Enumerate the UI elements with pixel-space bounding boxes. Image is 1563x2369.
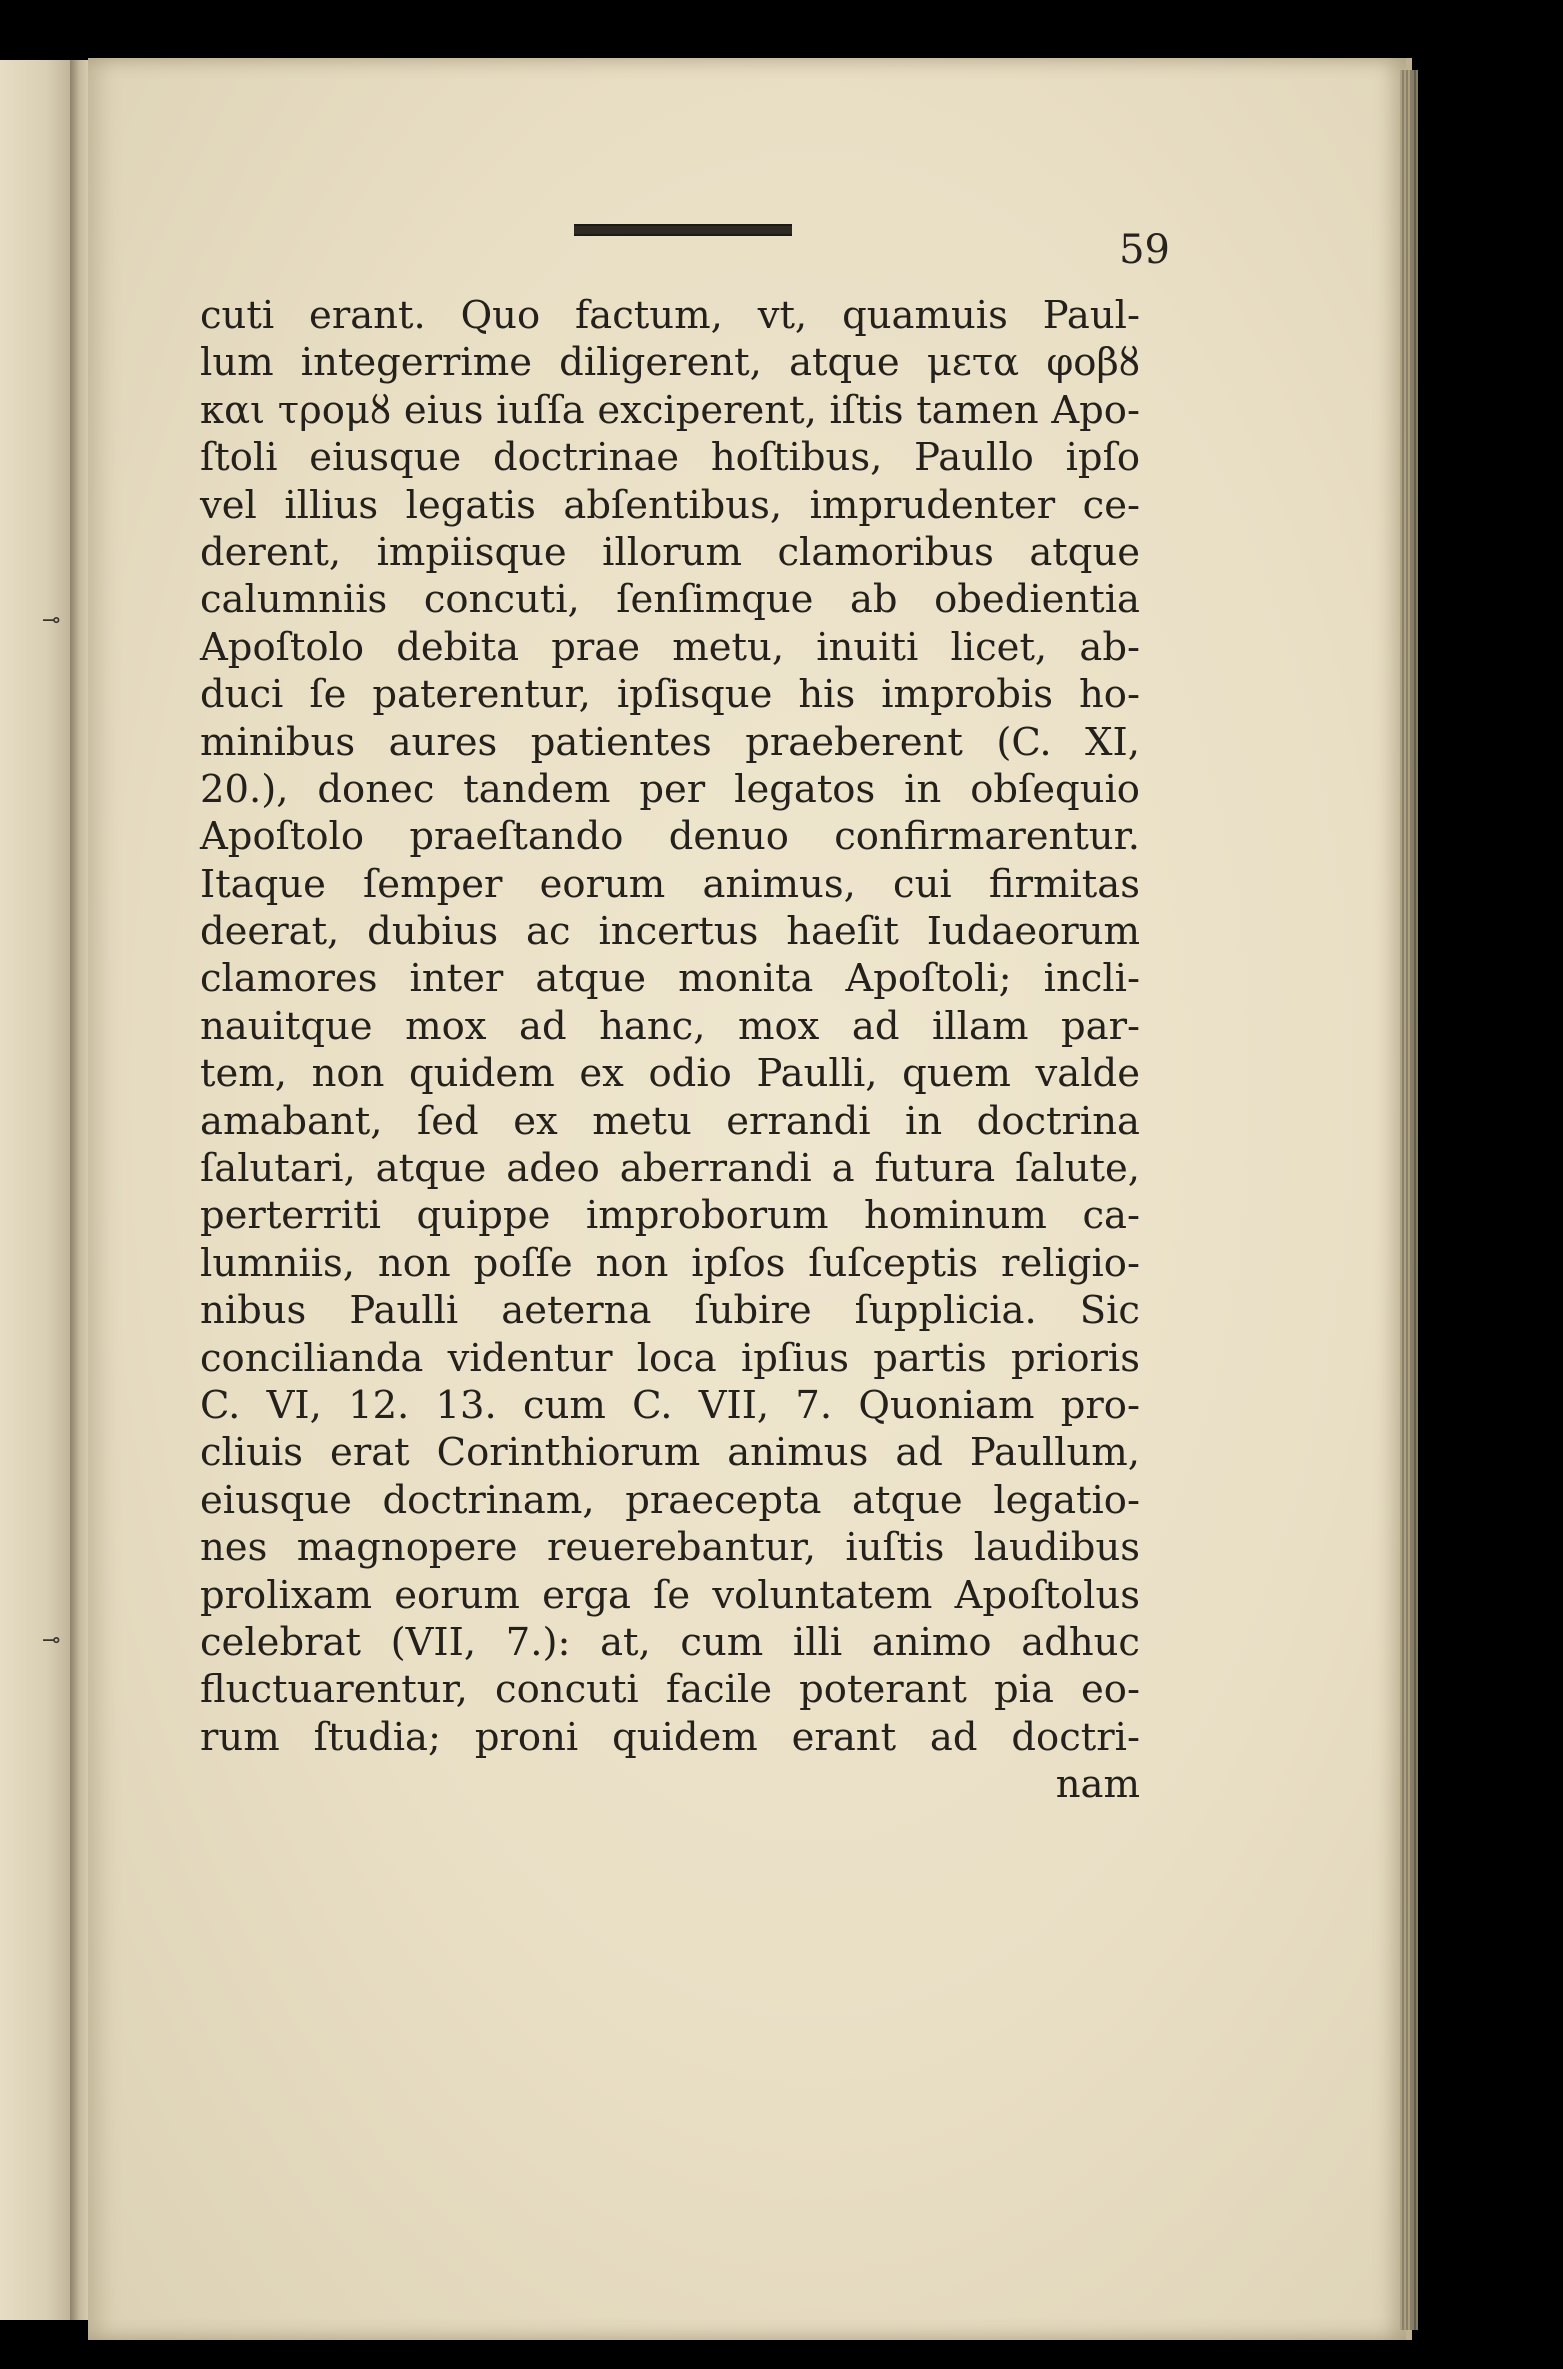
text-line: 20.), donec tandem per legatos in obſequio — [200, 766, 1140, 812]
text-line: και τρομȣ eius iuſſa exciperent, iſtis tamen Apo- — [200, 387, 1140, 433]
text-line: Apoſtolo debita prae metu, inuiti licet, ab- — [200, 624, 1140, 670]
text-line: derent, impiisque illorum clamoribus atque — [200, 529, 1140, 575]
text-line: cuti erant. Quo factum, vt, quamuis Paul- — [200, 293, 1140, 338]
page-number: 59 — [1119, 227, 1170, 273]
text-line: C. VI, 12. 13. cum C. VII, 7. Quoniam pro- — [200, 1382, 1140, 1428]
text-line: ſtoli eiusque doctrinae hoſtibus, Paullo ipſo — [200, 435, 1140, 481]
text-line: lumniis, non poſſe non ipſos ſuſceptis religio- — [200, 1240, 1140, 1286]
text-line: cliuis erat Corinthiorum animus ad Paullum, — [200, 1430, 1140, 1476]
text-line: minibus aures patientes praeberent (C. XI, — [200, 719, 1140, 765]
text-line: fluctuarentur, concuti facile poterant pia eo- — [200, 1667, 1140, 1713]
text-line: duci ſe paterentur, ipſisque his improbis ho- — [200, 672, 1140, 718]
page-block-edges — [1400, 70, 1418, 2330]
text-line: rum ſtudia; proni quidem erant ad doctri- — [200, 1714, 1140, 1760]
text-line: nibus Paulli aeterna ſubire ſupplicia. Sic — [200, 1288, 1140, 1334]
text-line: nam — [1055, 1762, 1140, 1808]
text-line: deerat, dubius ac incertus haeſit Iudaeorum — [200, 909, 1140, 955]
text-line: amabant, ſed ex metu errandi in doctrina — [200, 1098, 1140, 1144]
text-line: eiusque doctrinam, praecepta atque legatio- — [200, 1477, 1140, 1523]
text-line: prolixam eorum erga ſe voluntatem Apoſtolus — [200, 1572, 1140, 1618]
text-line: Apoſtolo praeſtando denuo confirmarentur. — [200, 814, 1140, 860]
text-line: clamores inter atque monita Apoſtoli; incli- — [200, 956, 1140, 1002]
text-line: concilianda videntur loca ipſius partis prioris — [200, 1335, 1140, 1381]
body-text — [200, 292, 1140, 1809]
text-line: nes magnopere reuerebantur, iuſtis laudibus — [200, 1525, 1140, 1571]
text-line: celebrat (VII, 7.): at, cum illi animo adhuc — [200, 1619, 1140, 1665]
text-line: lum integerrime diligerent, atque μετα φοβȣ — [200, 340, 1140, 386]
binding-stitch-icon: ⊸ — [42, 608, 61, 633]
binding-stitch-icon: ⊸ — [42, 1628, 61, 1653]
facing-page-edge — [0, 60, 78, 2320]
text-line: ſalutari, atque adeo aberrandi a futura ſalute, — [200, 1146, 1140, 1192]
text-line: perterriti quippe improborum hominum ca- — [200, 1193, 1140, 1239]
text-line: tem, non quidem ex odio Paulli, quem valde — [200, 1051, 1140, 1097]
text-line: Itaque ſemper eorum animus, cui firmitas — [200, 861, 1140, 907]
text-line: vel illius legatis abſentibus, imprudenter ce- — [200, 482, 1140, 528]
header-rule — [574, 224, 792, 236]
text-line: calumniis concuti, ſenſimque ab obedientia — [200, 577, 1140, 623]
text-line: nauitque mox ad hanc, mox ad illam par- — [200, 1003, 1140, 1049]
